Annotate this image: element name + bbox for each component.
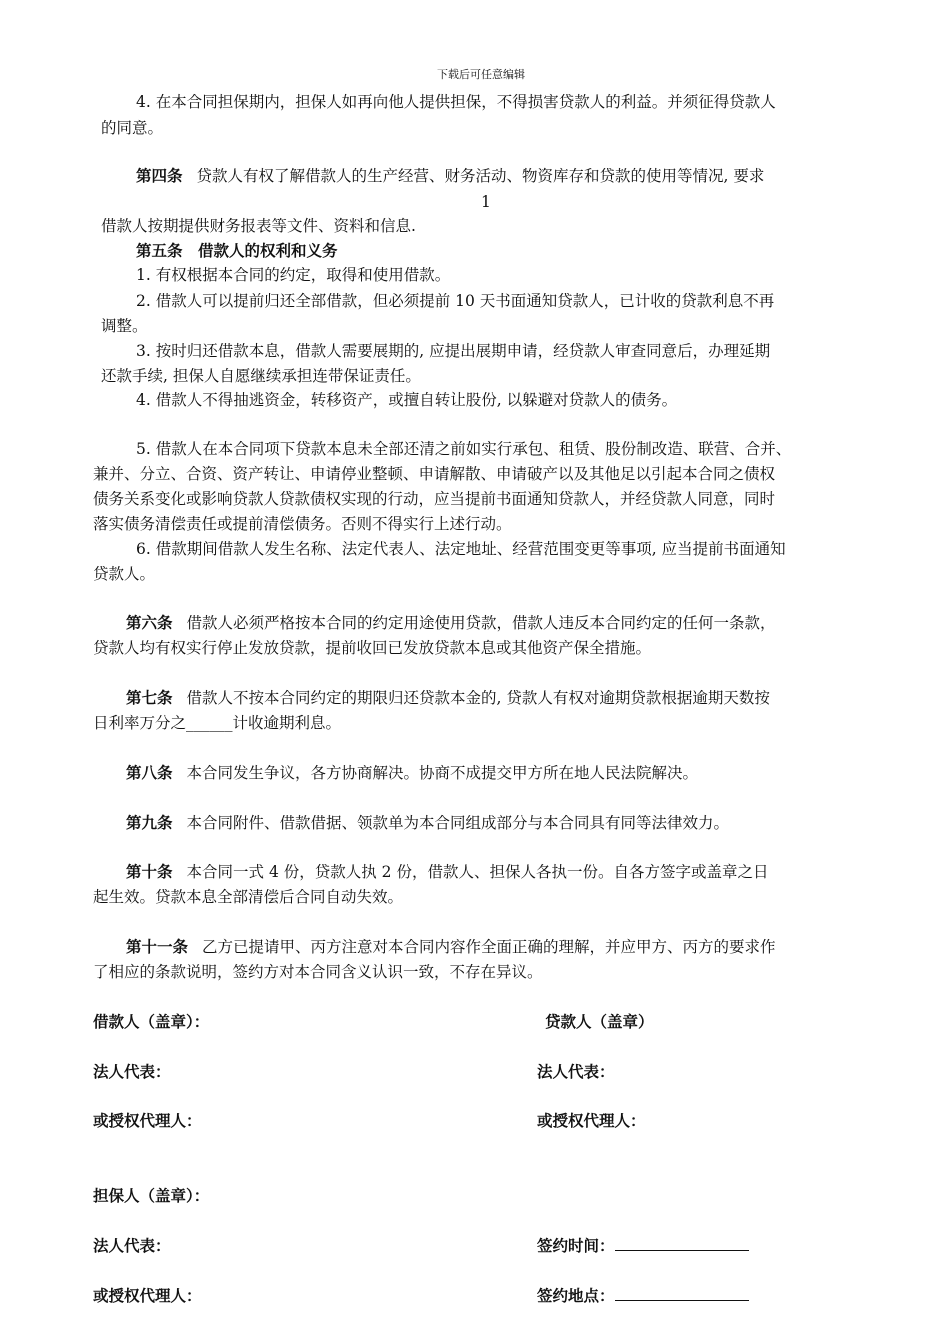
borrower-seal-label: 借款人（盖章）： — [93, 1012, 210, 1031]
lender-legal-rep-label: 法人代表： — [537, 1062, 615, 1081]
article-8 — [126, 763, 698, 783]
article-11-line1 — [126, 937, 776, 957]
guarantor-legal-rep-label: 法人代表： — [93, 1236, 171, 1255]
article-5-item-5-line4: 落实债务清偿责任或提前清偿债务。否则不得实行上述行动。 — [93, 515, 512, 533]
article-9-text: 本合同附件、借款借据、领款单为本合同组成部分与本合同具有同等法律效力。 — [186, 814, 730, 832]
article-4-line2: 借款人按期提供财务报表等文件、资料和信息. — [101, 217, 416, 235]
borrower-agent-label: 或授权代理人： — [93, 1111, 202, 1130]
article-5-item-6-line1: 6. 借款期间借款人发生名称、法定代表人、法定地址、经营范围变更等事项, 应当提前书面通知 — [136, 540, 786, 558]
article-4-title: 第四条 — [136, 166, 183, 185]
article-5-item-4: 4. 借款人不得抽逃资金，转移资产，或擅自转让股份, 以躲避对贷款人的债务。 — [136, 391, 678, 409]
article-6-line1 — [126, 613, 776, 633]
lender-agent-label: 或授权代理人： — [537, 1111, 646, 1130]
sign-place-label: 签约地点： — [537, 1286, 615, 1305]
article-11-text: 乙方已提请甲、丙方注意对本合同内容作全面正确的理解，并应甲方、丙方的要求作 — [202, 938, 776, 956]
article-5-item-1: 1. 有权根据本合同的约定，取得和使用借款。 — [136, 266, 451, 284]
article-6-line2: 贷款人均有权实行停止发放贷款，提前收回已发放贷款本息或其他资产保全措施。 — [93, 639, 652, 657]
article-5-item-5-line2: 兼并、分立、合资、资产转让、申请停业整顿、申请解散、申请破产以及其他足以引起本合同之债权 — [93, 465, 776, 483]
article-10-line1 — [126, 862, 768, 882]
article-10-line2: 起生效。贷款本息全部清偿后合同自动失效。 — [93, 888, 404, 906]
article-9-title: 第九条 — [126, 813, 173, 832]
sign-time-blank — [615, 1236, 749, 1251]
article-8-text: 本合同发生争议，各方协商解决。协商不成提交甲方所在地人民法院解决。 — [186, 764, 699, 782]
article-9 — [126, 813, 729, 833]
article-10-title: 第十条 — [126, 862, 173, 881]
article-6-text: 借款人必须严格按本合同的约定用途使用贷款，借款人违反本合同约定的任何一条款， — [186, 614, 776, 632]
article-8-title: 第八条 — [126, 763, 173, 782]
article-6-title: 第六条 — [126, 613, 173, 632]
article-5-item-5-line1: 5. 借款人在本合同项下贷款本息未全部还清之前如实行承包、租赁、股份制改造、联营、合并、 — [136, 440, 792, 458]
article-11-title: 第十一条 — [126, 937, 189, 956]
article-5-item-2-line2: 调整。 — [101, 317, 148, 335]
article-7-line2: 日利率万分之______计收逾期利息。 — [93, 714, 342, 732]
article-5-item-2-line1: 2. 借款人可以提前归还全部借款，但必须提前 10 天书面通知贷款人，已计收的贷款利息不再 — [136, 292, 775, 310]
article-4-line1 — [136, 166, 764, 186]
guarantor-seal-label: 担保人（盖章）： — [93, 1186, 210, 1205]
article-11-line2: 了相应的条款说明，签约方对本合同含义认识一致，不存在异议。 — [93, 963, 543, 981]
article-7-text: 借款人不按本合同约定的期限归还贷款本金的, 贷款人有权对逾期贷款根据逾期天数按 — [186, 689, 770, 707]
sign-time-label: 签约时间： — [537, 1236, 615, 1255]
borrower-legal-rep-label: 法人代表： — [93, 1062, 171, 1081]
article-5-item-5-line3: 债务关系变化或影响贷款人贷款债权实现的行动，应当提前书面通知贷款人，并经贷款人同意，同时 — [93, 490, 776, 508]
article-4-text: 贷款人有权了解借款人的生产经营、财务活动、物资库存和贷款的使用等情况, 要求 — [196, 167, 765, 185]
lender-seal-label: 贷款人（盖章） — [545, 1012, 654, 1031]
sign-place-field — [537, 1286, 749, 1306]
page-header: 下载后可任意编辑 — [437, 68, 525, 81]
sign-place-blank — [615, 1286, 749, 1301]
article-5-item-6-line2: 贷款人。 — [93, 565, 156, 583]
guarantee-item-4-line2: 的同意。 — [101, 119, 164, 137]
article-7-title: 第七条 — [126, 688, 173, 707]
article-5-item-3-line1: 3. 按时归还借款本息，借款人需要展期的, 应提出展期申请，经贷款人审查同意后，办理延期 — [136, 342, 771, 360]
guarantee-item-4-line1: 4. 在本合同担保期内，担保人如再向他人提供担保，不得损害贷款人的利益。并须征得贷款人 — [136, 93, 776, 111]
page-number: 1 — [481, 193, 491, 211]
article-7-line1 — [126, 688, 770, 708]
article-10-text: 本合同一式 4 份，贷款人执 2 份，借款人、担保人各执一份。自各方签字或盖章之日 — [186, 863, 769, 881]
guarantor-agent-label: 或授权代理人： — [93, 1286, 202, 1305]
article-5-item-3-line2: 还款手续, 担保人自愿继续承担连带保证责任。 — [101, 367, 421, 385]
article-5-title: 第五条 借款人的权利和义务 — [136, 241, 338, 260]
sign-time-field — [537, 1236, 749, 1256]
